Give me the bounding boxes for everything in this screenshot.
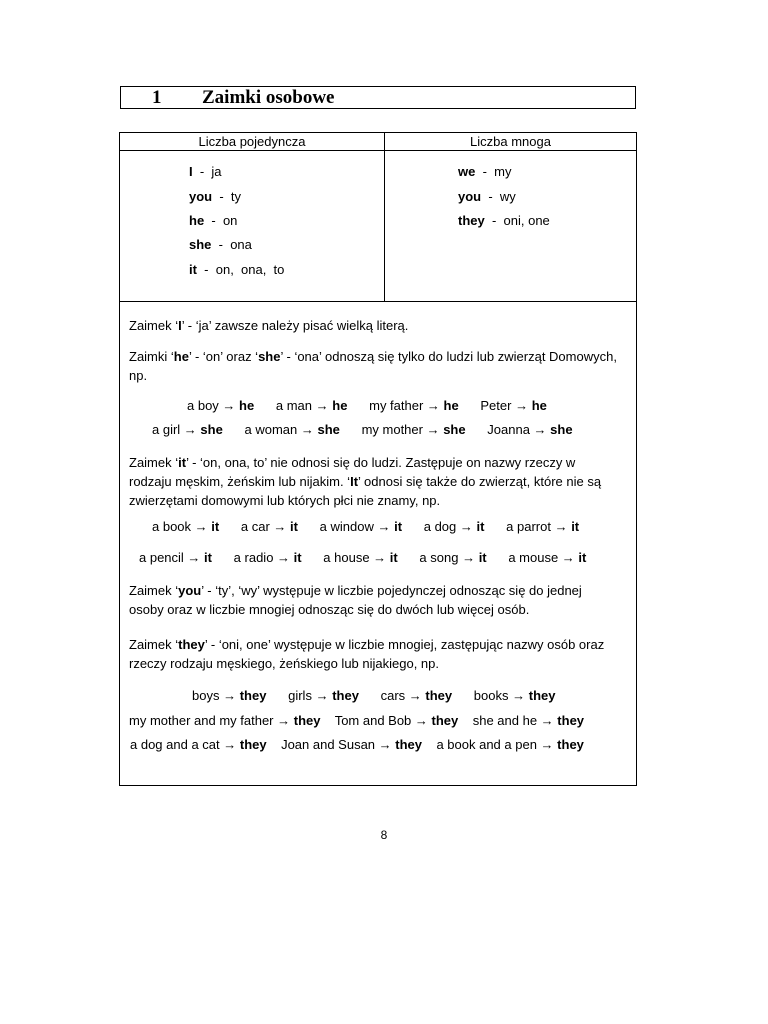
example-pair [419, 550, 486, 565]
example-pair [192, 688, 266, 703]
pronoun-en: she [189, 237, 212, 252]
example-noun: cars [380, 688, 406, 703]
example-pair [436, 737, 583, 752]
plural-row [458, 164, 511, 180]
example-noun: Tom and Bob [334, 713, 412, 728]
example-noun: a dog and a cat [130, 737, 220, 752]
example-pronoun: it [204, 550, 212, 565]
example-pronoun: it [293, 550, 302, 565]
arrow-icon: → [369, 550, 390, 565]
rule-paragraph-i: Zaimek ‘I’ - ‘ja’ zawsze należy pisać wielką literą. [129, 318, 409, 333]
separator: - [475, 164, 495, 179]
pronoun-pl: my [494, 164, 512, 179]
pronoun-pl: on, ona, to [215, 262, 285, 277]
example-line-it-1 [152, 519, 579, 535]
arrow-icon: → [458, 550, 479, 565]
pronoun-pl: wy [499, 189, 516, 204]
example-noun: a pencil [139, 550, 184, 565]
col-plural-header: Liczba mnoga [470, 134, 551, 149]
example-pair [139, 550, 212, 565]
pronoun-pl: on [222, 213, 238, 228]
example-line-they-2 [129, 713, 584, 729]
arrow-icon: → [536, 737, 558, 752]
example-pair [424, 519, 485, 534]
arrow-icon: → [373, 519, 395, 534]
example-pronoun: he [443, 398, 459, 413]
example-pair [234, 550, 302, 565]
example-pronoun: they [557, 713, 585, 728]
table-header [120, 133, 636, 151]
example-pronoun: she [200, 422, 223, 437]
example-pair [281, 737, 422, 752]
example-pair [320, 519, 402, 534]
example-pronoun: they [395, 737, 422, 752]
arrow-icon: → [269, 519, 291, 534]
plural-row [458, 213, 550, 229]
example-pronoun: she [443, 422, 466, 437]
example-pronoun: they [431, 713, 459, 728]
arrow-icon: → [456, 519, 477, 534]
example-pronoun: he [239, 398, 255, 413]
example-pronoun: it [476, 519, 485, 534]
example-pronoun: he [531, 398, 547, 413]
rule-paragraph-it: Zaimek ‘it’ - ‘on, ona, to’ nie odnosi się do ludzi. Zastępuje on nazwy rzeczy w rodzaju męskim, żeńskim lub nijakim. ‘It’ odnosi się także do zwierząt, które nie są zwierzętami domowymi lub których płci nie znamy, np. [129, 455, 602, 508]
separator: - [196, 262, 216, 277]
example-noun: a car [240, 519, 270, 534]
singular-row [189, 237, 252, 253]
example-noun: she and he [472, 713, 538, 728]
example-pronoun: it [394, 519, 403, 534]
page-number: 8 [380, 828, 388, 842]
separator: - [211, 237, 231, 252]
example-noun: a song [419, 550, 459, 565]
example-noun: a dog [423, 519, 457, 534]
pronoun-en: it [189, 262, 197, 277]
example-pair [487, 422, 572, 437]
section-heading [120, 86, 636, 109]
example-noun: a parrot [506, 519, 551, 534]
example-pair [335, 713, 459, 728]
pronoun-en: I [189, 164, 193, 179]
arrow-icon: → [297, 422, 318, 437]
arrow-icon: → [311, 688, 333, 703]
example-pair [474, 688, 556, 703]
pronoun-en: he [189, 213, 205, 228]
example-noun: a mouse [508, 550, 559, 565]
separator: - [204, 213, 223, 228]
example-noun: Peter [480, 398, 512, 413]
arrow-icon: → [273, 713, 294, 728]
example-line-she [152, 422, 573, 438]
arrow-icon: → [537, 713, 558, 728]
example-line-they-1 [192, 688, 555, 704]
arrow-icon: → [529, 422, 551, 437]
arrow-icon: → [312, 398, 333, 413]
example-noun: a woman [244, 422, 298, 437]
example-noun: a radio [233, 550, 274, 565]
separator: - [481, 189, 500, 204]
arrow-icon: → [511, 398, 532, 413]
example-noun: my mother [361, 422, 423, 437]
example-noun: a house [323, 550, 370, 565]
singular-row [189, 213, 237, 229]
example-pair [480, 398, 546, 413]
example-pair [129, 713, 320, 728]
example-pair [323, 550, 397, 565]
example-pair [362, 422, 466, 437]
example-pair [508, 550, 586, 565]
arrow-icon: → [219, 688, 240, 703]
example-pair [152, 519, 219, 534]
singular-row [189, 164, 222, 180]
section-number: 1 [152, 87, 162, 108]
rule-paragraph-he-she: Zaimki ‘he’ - ‘on’ oraz ‘she’ - ‘ona’ odnoszą się tylko do ludzi lub zwierząt Domowych, np. [129, 349, 617, 383]
example-pronoun: it [478, 550, 487, 565]
example-pronoun: it [290, 519, 298, 534]
example-pair [241, 519, 298, 534]
example-pronoun: they [293, 713, 321, 728]
pronoun-en: you [189, 189, 213, 204]
arrow-icon: → [180, 422, 201, 437]
example-pronoun: he [332, 398, 348, 413]
rule-paragraph-you: Zaimek ‘you’ - ‘ty’, ‘wy’ występuje w liczbie pojedynczej odnosząc się do jednej osoby oraz w liczbie mnogiej odnosząc się do dwóch lub więcej osób. [129, 583, 582, 617]
example-pronoun: they [528, 688, 556, 703]
example-pair [381, 688, 453, 703]
example-noun: a book [152, 519, 192, 534]
arrow-icon: → [508, 688, 529, 703]
example-noun: boys [192, 688, 220, 703]
example-pronoun: they [332, 688, 359, 703]
example-pair [152, 422, 223, 437]
singular-row [189, 262, 284, 278]
example-noun: a window [319, 519, 374, 534]
example-pair [276, 398, 348, 413]
example-pronoun: it [571, 519, 580, 534]
example-noun: a man [275, 398, 313, 413]
content-box [119, 132, 637, 786]
arrow-icon: → [218, 398, 240, 413]
pronoun-en: they [458, 213, 485, 228]
example-pair [473, 713, 584, 728]
arrow-icon: → [273, 550, 294, 565]
pronoun-en: you [458, 189, 482, 204]
example-pronoun: they [557, 737, 584, 752]
example-pair [187, 398, 254, 413]
arrow-icon: → [423, 398, 444, 413]
arrow-icon: → [191, 519, 212, 534]
example-pair [506, 519, 579, 534]
table-divider-horizontal [120, 301, 636, 302]
example-noun: a boy [187, 398, 219, 413]
example-noun: girls [288, 688, 312, 703]
arrow-icon: → [183, 550, 205, 565]
pronoun-en: we [458, 164, 476, 179]
example-line-they-3 [130, 737, 584, 753]
example-noun: books [473, 688, 509, 703]
arrow-icon: → [375, 737, 396, 752]
example-pronoun: they [239, 688, 267, 703]
pronoun-pl: ty [230, 189, 242, 204]
separator: - [192, 164, 212, 179]
table-divider-vertical [384, 133, 385, 301]
example-pair [288, 688, 359, 703]
rule-paragraph-they: Zaimek ‘they’ - ‘oni, one’ występuje w liczbie mnogiej, zastępując nazwy osób oraz rzeczy rodzaju męskiego, żeńskiego lub nijakiego, np. [129, 637, 605, 671]
arrow-icon: → [558, 550, 579, 565]
separator: - [484, 213, 504, 228]
arrow-icon: → [405, 688, 426, 703]
example-pronoun: they [239, 737, 267, 752]
example-pair [245, 422, 340, 437]
section-title: Zaimki osobowe [202, 87, 335, 108]
arrow-icon: → [411, 713, 432, 728]
arrow-icon: → [550, 519, 572, 534]
separator: - [212, 189, 231, 204]
singular-row [189, 189, 241, 205]
example-pronoun: it [211, 519, 220, 534]
example-line-it-2 [139, 550, 586, 566]
col-singular-header: Liczba pojedyncza [198, 134, 306, 149]
example-noun: my father [369, 398, 424, 413]
example-pronoun: it [578, 550, 587, 565]
arrow-icon: → [219, 737, 240, 752]
example-pair [130, 737, 267, 752]
example-noun: Joanna [487, 422, 530, 437]
example-pronoun: she [317, 422, 340, 437]
pronoun-pl: ona [230, 237, 252, 252]
example-pronoun: she [550, 422, 573, 437]
example-pair [369, 398, 459, 413]
pronoun-pl: ja [211, 164, 222, 179]
example-noun: a girl [152, 422, 181, 437]
example-pronoun: they [425, 688, 453, 703]
example-line-he [187, 398, 547, 414]
pronoun-pl: oni, one [503, 213, 550, 228]
example-noun: Joan and Susan [281, 737, 376, 752]
arrow-icon: → [422, 422, 444, 437]
example-pronoun: it [389, 550, 398, 565]
plural-row [458, 189, 516, 205]
example-noun: a book and a pen [436, 737, 537, 752]
example-noun: my mother and my father [129, 713, 274, 728]
